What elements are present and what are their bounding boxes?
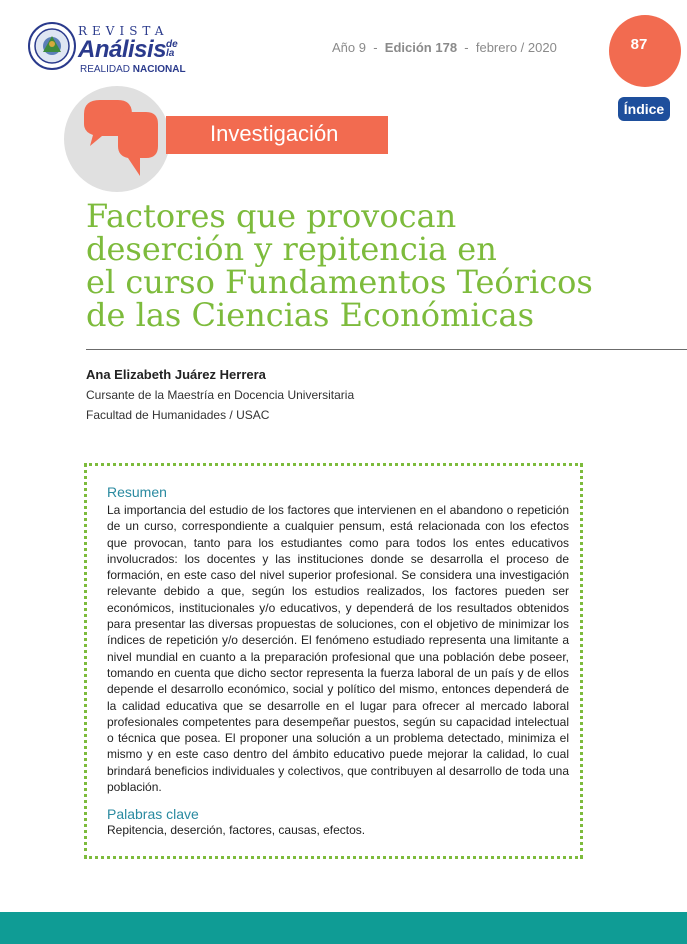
section-banner [166, 116, 388, 154]
author-affiliation: Cursante de la Maestría en Docencia Universitaria [86, 388, 355, 402]
logo-analisis-text: Análisis [78, 36, 167, 63]
logo-realidad-nacional-text [80, 64, 186, 75]
title-line: de las Ciencias Económicas [86, 296, 535, 334]
title-line: deserción y repitencia en [86, 230, 497, 268]
author-name: Ana Elizabeth Juárez Herrera [86, 367, 266, 382]
index-button[interactable]: Índice [618, 97, 670, 121]
logo-nacional-word: NACIONAL [132, 64, 186, 75]
separator: - [373, 40, 378, 55]
issue-info [332, 40, 557, 55]
logo-de-la-text: de la [166, 39, 178, 59]
title-line: el curso Fundamentos Teóricos [86, 263, 593, 301]
abstract-text: La importancia del estudio de los factores que intervienen en el abandono o repetición de un curso, correspondiente a cualquier pensum, está relacionada con los efectos que provocan, tanto para los estudiantes como para todos los entes educativos involucrados: los docentes y las instituciones donde se desarrolla el proceso de formación, en este caso del nivel superior profesional. Se considera una investigación relevante debido a que, según los estudios realizados, los factores pueden ser económicos, institucionales y/o educativos, y dependerá de los resultados obtenidos para presentar las diversas propuestas de soluciones, con el objetivo de minimizar los índices de repetición y/o deserción. El fenómeno estudiado representa una limitante a nivel mundial en cuanto a la preparación profesional que una población debe poseer, tomando en cuenta que dicho sector representa la fuerza laboral de un país y de ellos depende el desarrollo económico, social y político del mismo, entonces dependerá de la calidad educativa que se desarrolle en el lugar para ofrecer al mercado laboral profesionales competentes para desempeñar puestos, según su capacidad intelectual o técnica que posea. El proponer una solución a un problema detectado, minimiza el mismo y en este caso dentro del ámbito educativo puede mejorar la calidad, lo cual brindará beneficios individuales y colectivos, que contribuyen al desarrollo de toda una población. [107, 503, 569, 795]
page-number-badge [609, 15, 681, 87]
issue-year: Año 9 [332, 40, 366, 55]
article-title [86, 197, 626, 334]
logo-realidad-word: REALIDAD [80, 64, 131, 75]
university-seal-icon [28, 22, 76, 70]
separator: - [464, 40, 469, 55]
divider [86, 349, 687, 350]
speech-bubbles-icon [62, 84, 172, 194]
logo-revista-text: REVISTA [78, 24, 169, 38]
title-line: Factores que provocan [86, 197, 457, 235]
page-number: 87 [630, 36, 648, 53]
footer-band [0, 912, 687, 944]
issue-date: febrero / 2020 [475, 40, 557, 55]
keywords-heading: Palabras clave [107, 806, 199, 822]
magazine-logo [28, 22, 188, 80]
section-label: Investigación [210, 121, 339, 146]
keywords-text: Repitencia, deserción, factores, causas, efectos. [107, 823, 366, 837]
issue-edition: Edición 178 [384, 40, 458, 55]
abstract-heading: Resumen [107, 484, 167, 500]
author-faculty: Facultad de Humanidades / USAC [86, 408, 270, 422]
